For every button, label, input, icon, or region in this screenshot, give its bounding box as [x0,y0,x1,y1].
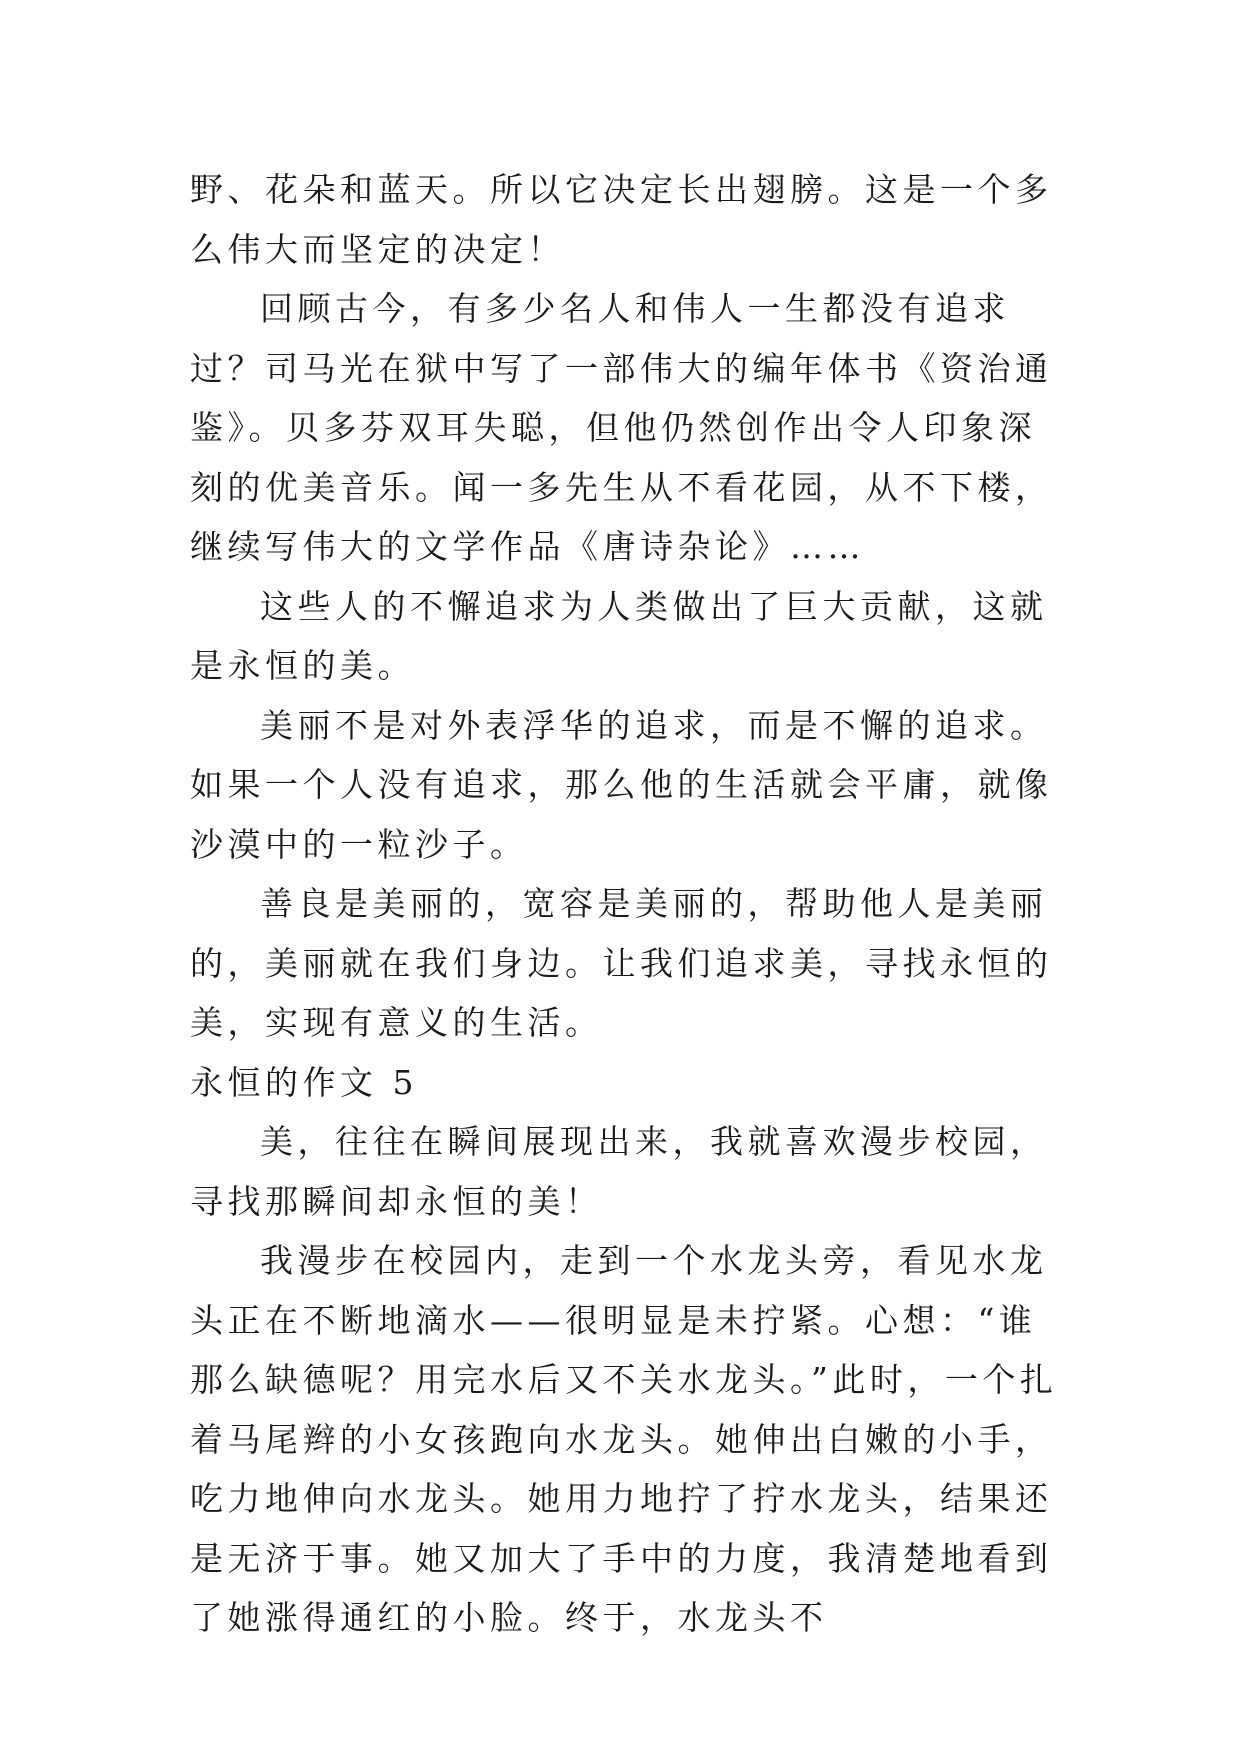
essay-heading-5: 永恒的作文 5 [190,1062,418,1102]
paragraph-eternal-beauty: 这些人的不懈追求为人类做出了巨大贡献，这就是永恒的美。 [190,586,1048,685]
paragraph-kindness: 善良是美丽的，宽容是美丽的，帮助他人是美丽的，美丽就在我们身边。让我们追求美，寻找永恒的美，实现有意义的生活。 [190,884,1053,1042]
paragraph-faucet-story: 我漫步在校园内，走到一个水龙头旁，看见水龙头正在不断地滴水——很明显是未拧紧。心想：“谁那么缺德呢？用完水后又不关水龙头。”此时，一个扎着马尾辫的小女孩跑向水龙头。她伸出白嫩的小手，吃力地伸向水龙头。她用力地拧了拧水龙头，结果还是无济于事。她又加大了手中的力度，我清楚地看到了她涨得通红的小脸。终于，水龙头不 [190,1241,1058,1637]
essay-body [190,160,1060,1648]
paragraph-continuation: 野、花朵和蓝天。所以它决定长出翅膀。这是一个多么伟大而坚定的决定！ [190,170,1053,269]
paragraph-campus-beauty: 美，往往在瞬间展现出来，我就喜欢漫步校园，寻找那瞬间却永恒的美！ [190,1122,1048,1221]
paragraph-historical-figures: 回顾古今，有多少名人和伟人一生都没有追求过？司马光在狱中写了一部伟大的编年体书《资治通鉴》。贝多芬双耳失聪，但他仍然创作出令人印象深刻的优美音乐。闻一多先生从不看花园，从不下楼，继续写伟大的文学作品《唐诗杂论》…… [190,289,1053,566]
paragraph-pursuit: 美丽不是对外表浮华的追求，而是不懈的追求。如果一个人没有追求，那么他的生活就会平庸，就像沙漠中的一粒沙子。 [190,705,1053,864]
